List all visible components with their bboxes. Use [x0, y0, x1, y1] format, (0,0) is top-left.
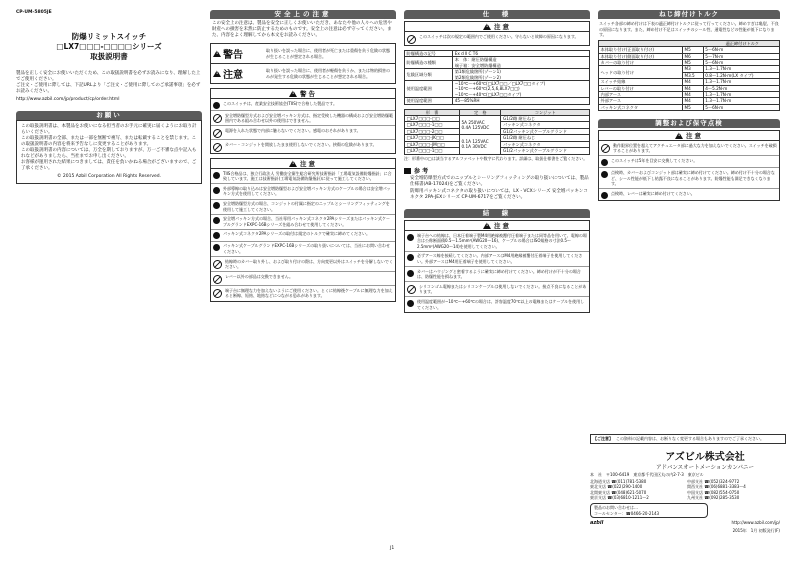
torque-cell: パッキン式コネクタ: [599, 104, 683, 110]
torque-cell: 5〜6N·m: [703, 60, 779, 66]
prohibition-icon: [213, 143, 222, 152]
torque-cell: M5: [682, 104, 703, 110]
callcenter-box: [590, 503, 708, 518]
spec-table: [404, 50, 590, 105]
model-cell: パッキン式コネクタ: [501, 122, 590, 128]
warning-item: 電源を入れた状態で内部に触らないでください。感電のおそれがあります。: [225, 127, 361, 133]
publish-date: 2015年 1月 初版発行(F): [732, 528, 780, 534]
page-number: J1: [390, 546, 395, 551]
safety-legend: [210, 43, 396, 84]
maintenance-item: 点検時、カバーおよびコンジット部は確実に締め付けてください。締め付け不十分の場合など、シール性能が低下し結露不良になることがあります。防爆性能も満足できなくなります。: [611, 169, 775, 187]
spec-cell: 防爆構造の種類: [405, 57, 453, 69]
warning-item: 安全増防爆型方式および安全増パッキン方式は、指定受検した機器の構成および安全増防爆範囲内である組み合わせ以外の使用はできません。: [225, 112, 393, 124]
model-table: [404, 109, 590, 155]
warning-item: カバー・コンジットを開放したまま使用しないでください。挟傷の危険があります。: [225, 141, 377, 147]
column-4: [598, 10, 780, 201]
model-cell: □LX7□□□-2□□: [405, 128, 460, 134]
onegai-text: この取扱説明書は、本製品をお使いになる担当者のお手元に確実に届くようにお取り計らいください。 この取扱説明書の全部、または一部を無断で複写、または転載することを禁じます。この取扱説明書の内容を将来予告なしに変更することがあります。 この取扱説明書の内容については、万全を期しておりますが、万一ご不審な点や記入もれなどがありましたら、当社までお申し出ください。 お客様が運用された結果につきましては、責任を負いかねる場合がございますので、ご了承ください。: [21, 124, 197, 171]
maintenance-heading: 調整および保守点検: [598, 119, 780, 128]
company-division: アドバンスオートメーションカンパニー: [655, 465, 755, 471]
caution-item: パッキン式ケーブルグランドEXPC-16Bシリーズの取り扱いについては、当社にお問い合わせください。: [223, 243, 390, 255]
wiring-item: 使用温度範囲が−10℃〜+60℃の場合は、許容温度70℃以上の電線またはケーブルを使用してください。: [417, 298, 585, 310]
torque-cell: 1.3〜1.7N·m: [703, 79, 779, 85]
spec-cell: −10℃〜+60℃(□LX7□□／□LX7□□タイプ) −10℃〜+60℃(2,5,6,8LX7□□) −10℃〜+40℃(□LX7□□タイプ): [453, 81, 590, 98]
caution-box: [210, 158, 396, 301]
caution-icon: [675, 132, 683, 139]
mandatory-icon: [601, 171, 608, 178]
spec-heading: 仕 様: [404, 10, 590, 19]
torque-cell: レバーの取り付け: [599, 85, 683, 91]
callcenter-text: 製品のお問い合わせは… コールセンター：☎0466-20-2143: [594, 504, 660, 516]
doc-code: CP-UM-5805JE: [16, 10, 52, 15]
model-cell: G1/2雌 耐圧ねじ: [501, 135, 590, 141]
prohibition-icon: [407, 285, 416, 294]
model-cell: G1/2パッキン式ケーブルグランド: [501, 128, 590, 134]
torque-cell: M5: [682, 47, 703, 53]
model-cell: 5A 250VAC 0.4A 125VDC: [459, 116, 501, 135]
mandatory-icon: [213, 172, 220, 179]
column-3: [404, 10, 590, 313]
mandatory-icon: [407, 254, 414, 261]
spec-cell: 第1類危険箇所(ゾーン1) 第2類危険箇所(ゾーン2): [453, 69, 590, 81]
warning-box-heading: ! 警告: [211, 89, 395, 99]
caution-item: TIIS合格品は、独立行政法人 労働安全衛生総合研究所技術指針「工場電気設備防爆指針」に合致しています。施工は技術指針(工場電気設備防爆指針)に従って施工してください。: [223, 170, 392, 182]
company-web[interactable]: http://www.azbil.com/jp/: [731, 520, 780, 526]
torque-cell: M5: [682, 60, 703, 66]
prohibition-icon: [213, 260, 222, 269]
caution-desc: 取り扱いを誤った場合に、使用者が軽傷を負うか、または物的損害のみが発生する危険の状態が生じることが想定される場合。: [266, 67, 390, 79]
spec-cell: 防爆構造の記号: [405, 51, 453, 57]
torque-cell: スイッチ結線: [599, 79, 683, 85]
spec-cell: 本 体：耐圧防爆構造 端子箱：安全増防爆構造: [453, 57, 590, 69]
spec-cell: 45〜85%RH: [453, 98, 590, 104]
column-1: [16, 10, 202, 184]
branch-contact: 中部支社 ☎(052)324-9772: [687, 478, 740, 484]
model-header: コンジット: [501, 109, 590, 115]
wiring-item: 必ずアース線を接続してください。内部アースはM4用絶縁被覆付圧着端子を使用してください。外部アースはM4用圧着端子を使用してください。: [417, 253, 583, 264]
book-icon: [404, 168, 411, 174]
prohibition-icon: [213, 289, 222, 298]
wiring-item: シリコンゴム電線またはシリコンケーブルは使用しないでください。接点不良になることがあります。: [419, 283, 587, 295]
model-cell: 0.1A 125VAC 0.1A 30VDC: [459, 135, 501, 154]
torque-cell: 1.3〜1.7N·m: [703, 98, 779, 104]
maintenance-caution-box: ! 注意 動作限界位置を超えてアクチュエータ部に過大な力を加えないでください。スイッチを破損することがあります。 このスイッチは5年を目安に交換してください。 点検時、カバーおよびコンジット部は確実に締め付けてください。締め付け不十分の場合など、シール性能が低下し結露不良になることがあります。防爆性能も満足できなくなります。 点検時、レバーは確実に締め付けてください。: [598, 130, 780, 201]
mandatory-icon: [213, 244, 220, 251]
intro-text: 製品を正しく安全にお使いいただくため、この取扱説明書を必ずお読みになり、理解した上でご使用ください。 ご注文・ご使用に際しては、下記URLより「ご注文・ご使用に際してのご承諾事項」を必ずお読みください。: [16, 71, 201, 94]
model-note: 注：形番中の□は該当するアルファベットや数字に代わります。詳細は、取扱仕様書をご覧ください。: [404, 155, 588, 161]
caution-item: 結線時のカバー取り外し、および取り付けの際は、方向変更以外はスイッチを分解しないでください。: [225, 258, 393, 270]
maintenance-item: このスイッチは5年を目安に交換してください。: [611, 157, 698, 163]
mandatory-icon: [407, 234, 414, 241]
mandatory-icon: [407, 270, 414, 277]
torque-intro: スイッチ各部の締め付けは下表の適正締付けトルクに従って行ってください。締めすぎは亀裂、不良の原因になります。また、締め付け不足はスイッチのシール性、通電性などの性能が低下になります。: [599, 21, 779, 38]
safety-heading: 安全上の注意: [210, 10, 396, 19]
prohibition-icon: [213, 129, 222, 138]
onegai-box: [16, 120, 202, 184]
torque-cell: 内部アース: [599, 92, 683, 98]
model-cell: G1/2パッキン式ケーブルグランド: [501, 148, 590, 154]
branch-contact: 東北支店 ☎(022)290-1400: [590, 484, 643, 490]
branch-contact: 北海道支店 ☎(011)781-5380: [590, 478, 647, 484]
branch-contact: 中国支店 ☎(082)554-0750: [687, 489, 740, 495]
reference-item: 安全増防爆型方式でのニップルとシーリングフィッティングの取り扱いについては、製品仕様書(AB-17024)をご覧ください。: [410, 176, 589, 188]
company-block: [590, 448, 780, 534]
reference-block: [404, 166, 590, 201]
order-url[interactable]: http://www.azbil.com/jp/product/cp/order.html: [16, 97, 120, 102]
torque-cell: 1.3〜1.7N·m: [703, 66, 779, 72]
spec-cell: 使用温度範囲: [405, 81, 453, 98]
spec-cell: 使用湿度範囲: [405, 98, 453, 104]
company-hq: 本 社 〒100-6419 東京都千代田区丸の内2-7-3 東京ビル: [590, 472, 704, 477]
torque-cell: 5〜6N·m: [703, 47, 779, 53]
onegai-heading: お願い: [16, 111, 202, 120]
prohibition-icon: [213, 275, 222, 284]
prohibition-icon: [601, 144, 610, 153]
model-cell: □LX7□□□-1□□: [405, 122, 460, 128]
spec-caution-box: ! 注意 このスイッチは次の規定の範囲内でご使用ください。守らないと故障の原因になります。: [404, 21, 590, 46]
mandatory-icon: [213, 102, 220, 109]
torque-cell: M4: [682, 92, 703, 98]
model-cell: パッキン式コネクタ: [501, 141, 590, 147]
torque-cell: M3: [682, 66, 703, 72]
caution-item: 外部導線の取り込みは安全増防爆型および安全増パッキン方式のケーブルの場合は安全増パッキン方式を使用してください。: [223, 185, 391, 197]
title-line-1: 防爆リミットスイッチ: [71, 32, 147, 41]
azbil-logo: azbil: [590, 520, 604, 527]
model-cell: G1/2雌 耐圧ねじ: [501, 116, 590, 122]
torque-cell: カバーの取り付け: [599, 60, 683, 66]
warning-triangle-icon: [213, 50, 221, 57]
model-cell: □LX7□□□-JM□□: [405, 141, 460, 147]
torque-cell: 本体取り付け(側面取り付け): [599, 53, 683, 59]
torque-cell: 5〜6N·m: [703, 104, 779, 110]
wiring-heading: 結 線: [404, 209, 590, 218]
mandatory-icon: [213, 217, 220, 224]
mandatory-icon: [213, 232, 220, 239]
torque-cell: M4: [682, 79, 703, 85]
torque-cell: M6: [682, 53, 703, 59]
wiring-item: 端子台への結線は、日本圧着端子製M4用絶縁被覆付圧着端子または同等品を用いて、電線の場合は公称断面積0.5〜1.5mm²(AWG20〜16)、ケーブルの場合はISO規格の寸法0.5〜2.5mm²(AWG20〜14)を使用してください。: [417, 232, 587, 249]
mandatory-icon: [601, 159, 608, 166]
model-cell: □LX7□□□-JK□□: [405, 135, 460, 141]
wiring-caution-box: ! 注意 端子台への結線は、日本圧着端子製M4用絶縁被覆付圧着端子または同等品を用いて、電線の場合は公称断面積0.5〜1.5mm²(AWG20〜16)、ケーブルの場合はISO規格の寸法0.5〜2.5mm²(AWG20〜14)を使用してください。 必ずアース線を接続してください。内部アースはM4用絶縁被覆付圧着端子を使用してください。外部アースはM4用圧着端子を使用してください。 カバーはハウジングと密着するように確実に締め付けてください。締め付けが不十分の場合は、防爆性能を損ねます。 シリコンゴム電線またはシリコンケーブルは使用しないでください。接点不良になることがあります。 使用温度範囲が−10℃〜+60℃の場合は、許容温度70℃以上の電線またはケーブルを使用してください。: [404, 220, 590, 313]
branch-contact: 北関東支店 ☎(048)621-5070: [590, 489, 647, 495]
torque-cell: ヘッドの取り付け: [599, 66, 683, 79]
spec-caution-text: このスイッチは次の規定の範囲内でご使用ください。守らないと故障の原因になります。: [419, 33, 579, 39]
safety-intro: この安全上の注意は、製品を安全に正しくお使いいただき、あなたや他の人々への危害や財産への損害を未然に防止するためのものです。安全上の注意は必ず守ってください。また、内容をよく理解してから本文をお読みください。: [212, 21, 392, 38]
spec-cell: Ex d Ⅱ C T6: [453, 51, 590, 57]
model-cell: □LX7□□□-1□□: [405, 148, 460, 154]
wiring-item: カバーはハウジングと密着するように確実に締め付けてください。締め付けが不十分の場合は、防爆性能を損ねます。: [417, 268, 581, 280]
warning-desc: 取り扱いを誤った場合に、使用者が死亡または重傷を負う危険の状態が生じることが想定される場合。: [266, 47, 390, 59]
caution-item: 安全増防爆型方式の場合、コンジットの付属に指定のニップルとシーリングフィッティングを使用して施工してください。: [223, 201, 390, 212]
caution-icon: [483, 222, 491, 229]
spec-cell: 危険区域分類: [405, 69, 453, 81]
model-header: 定 格: [459, 109, 501, 115]
company-name: アズビル株式会社: [665, 452, 745, 463]
torque-cell: 4〜5.2N·m: [703, 85, 779, 91]
warning-label: ! 警告: [213, 46, 263, 61]
torque-cell: 外部アース: [599, 98, 683, 104]
torque-cell: 本体取り付け(正面取り付け): [599, 47, 683, 53]
torque-heading: ねじ締付けトルク: [598, 10, 780, 19]
mandatory-icon: [407, 300, 414, 307]
warning-item: このスイッチは、産業安全技術協会(TIIS)で合格した製品です。: [223, 100, 337, 106]
torque-cell: 1.3〜1.7N·m: [703, 92, 779, 98]
notes-text: この資料の記載内容は、お断りなく変更する場合もありますのでご了承ください。: [616, 436, 764, 441]
torque-header: 適正締付けトルク: [599, 40, 780, 46]
mandatory-icon: [601, 192, 608, 199]
warning-icon: [289, 90, 297, 97]
reference-item: 防爆用パッキン式コネクタの取り扱いについては、LX・VCXシリーズ 安全増パッキンコネクタ 2PA-JEXシリーズ CP-UM-6717をご覧ください。: [410, 189, 588, 201]
torque-cell: 5〜7N·m: [703, 53, 779, 59]
caution-box-heading: ! 注意: [211, 159, 395, 169]
caution-triangle-icon: [213, 70, 221, 77]
warning-box: [210, 88, 396, 154]
model-header: 形 番: [405, 109, 460, 115]
caution-label: ! 注意: [213, 66, 263, 81]
caution-icon: [483, 23, 491, 30]
caution-item: 端子台に無理な力を加えないようにご使用ください。とくに結線後ケーブルに無理な力を加えると断線、短絡、地絡などにつながる恐れがあります。: [225, 287, 393, 299]
mandatory-icon: [213, 202, 220, 209]
caution-item: レバー以外の部品は交換できません。: [225, 273, 293, 279]
maintenance-item: 点検時、レバーは確実に締め付けてください。: [611, 190, 695, 196]
caution-item: 安全増パッキン方式の場合、当社専用パッキン式コネクタ2PAシリーズまたはパッキン式ケーブルグランドEXPC-16Bシリーズを組み合わせて使用してください。: [223, 216, 391, 227]
torque-cell: M4: [682, 98, 703, 104]
notes-label: 【ご注意】: [593, 436, 613, 441]
model-cell: □LX7□□□-□□: [405, 116, 460, 122]
torque-cell: M3.5: [682, 72, 703, 78]
title-block: [16, 32, 202, 62]
column-2: [210, 10, 396, 302]
title-line-3: 取扱説明書: [90, 52, 128, 61]
title-line-2: □LX7□□□-□□□□シリーズ: [56, 42, 162, 51]
prohibition-icon: [213, 114, 222, 123]
notes-box: [590, 434, 786, 444]
caution-icon: [289, 160, 297, 167]
maintenance-item: 動作限界位置を超えてアクチュエータ部に過大な力を加えないでください。スイッチを破損することがあります。: [613, 142, 777, 154]
prohibition-icon: [407, 35, 416, 44]
mandatory-icon: [213, 187, 220, 194]
torque-cell: M4: [682, 85, 703, 91]
copyright: © 2015 Azbil Corporation All Rights Reserved.: [56, 174, 162, 179]
branch-contact: 九州支社 ☎(092)285-3530: [687, 495, 740, 501]
torque-table: [598, 40, 780, 111]
caution-item: パッキン式コネクタ2PAシリーズの取付は規定のトルクで確実に締めてください。: [223, 231, 371, 237]
torque-cell: 0.8〜1.2N·m(LX タイプ): [703, 72, 779, 78]
branch-contact: 関西支社 ☎(06)6881-3383〜4: [687, 484, 746, 490]
branch-contact: 東京支店 ☎(03)6810-1211〜2: [590, 495, 649, 501]
reference-heading: 参 考: [414, 168, 429, 176]
